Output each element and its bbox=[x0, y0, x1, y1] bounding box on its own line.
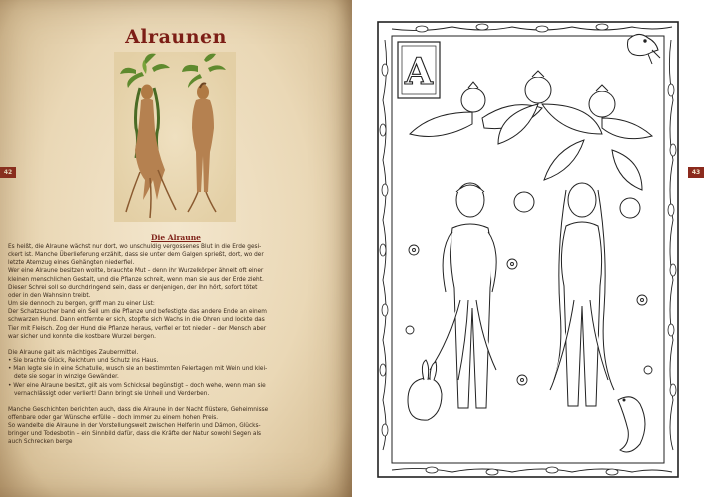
text-line: Tier mit Fleisch. Zog der Hund die Pflanze heraus, verfiel er tot nieder – der Mensch aber bbox=[8, 325, 267, 332]
text-line: offenbare oder gar Wünsche erfülle – doch immer zu einem hohen Preis. bbox=[8, 414, 219, 421]
text-line: kleinen menschlichen Gestalt, und die Pflanze schreit, wenn man sie aus der Erde zieht. bbox=[8, 276, 264, 283]
text-line: bringer und Todesbotin – ein Sinnbild dafür, dass die Kräfte der Natur sowohl Segen als bbox=[8, 431, 262, 438]
text-line: auch Schrecken berge bbox=[8, 439, 73, 446]
text-line: Der Schatzsucher band ein Seil um die Pflanze und befestigte das andere Ende an einem bbox=[8, 309, 267, 316]
paragraph-gap bbox=[8, 341, 348, 349]
page-number-left: 42 bbox=[0, 167, 16, 178]
text-line: Dieser Schrei soll so durchdringend sein, dass er denjenigen, der ihn hört, sofort tötet bbox=[8, 284, 258, 291]
lizard-drawing bbox=[618, 397, 645, 452]
rabbit-drawing bbox=[408, 360, 442, 420]
text-line: ckert ist. Manche Überlieferung erzählt, dass sie unter dem Galgen sprießt, dort, wo der bbox=[8, 252, 264, 259]
text-line: Manche Geschichten berichten auch, dass die Alraune in der Nacht flüstere, Geheimnisse bbox=[8, 406, 269, 413]
coloring-page bbox=[352, 0, 704, 497]
text-line: Es heißt, die Alraune wächst nur dort, wo unschuldig vergossenes Blut in die Erde gesi- bbox=[8, 244, 262, 250]
text-line: • Sie brachte Glück, Reichtum und Schutz ins Haus. bbox=[8, 358, 159, 365]
mandrake-illustration bbox=[114, 52, 236, 222]
text-line: dete sie sogar in winzige Gewänder. bbox=[14, 374, 119, 381]
page-number-right: 43 bbox=[688, 167, 704, 178]
bird-drawing bbox=[628, 34, 661, 64]
female-figure bbox=[550, 183, 614, 406]
initial-letter-box bbox=[398, 42, 440, 98]
text-line: • Wer eine Alraune besitzt, gilt als vom Schicksal begünstigt – doch wehe, wenn man sie bbox=[8, 382, 266, 389]
text-line: So wandelte die Alraune in der Vorstellungswelt zwischen Helferin und Dämon, Glücks- bbox=[8, 423, 261, 430]
body-text bbox=[8, 243, 348, 447]
text-line: vernachlässigt oder verliert! Dann bringt sie Unheil und Verderben. bbox=[14, 390, 210, 397]
right-page bbox=[352, 0, 704, 497]
text-line: war sicher und konnte die kostbare Wurzel bergen. bbox=[8, 333, 156, 340]
paragraph-gap bbox=[8, 398, 348, 406]
section-title: Die Alraune bbox=[151, 233, 201, 242]
text-line: Um sie dennoch zu bergen, griff man zu einer List: bbox=[8, 301, 155, 308]
text-line: oder in den Wahnsinn treibt. bbox=[8, 292, 91, 299]
mandrake-leaves bbox=[410, 104, 652, 190]
page-title: Alraunen bbox=[125, 26, 227, 48]
text-line: letzte Atemzug eines Gehängten niederfiel. bbox=[8, 260, 135, 267]
text-line: Wer eine Alraune besitzen wollte, brauchte Mut – denn ihr Wurzelkörper ähnelt oft einer bbox=[8, 268, 264, 275]
text-line: • Man legte sie in eine Schatulle, wusch sie an bestimmten Feiertagen mit Wein und klei- bbox=[8, 366, 268, 373]
pomegranates bbox=[461, 71, 640, 218]
text-line: Die Alraune galt als mächtiges Zaubermittel. bbox=[8, 349, 139, 356]
initial-letter: A bbox=[405, 51, 433, 93]
male-figure bbox=[430, 183, 496, 408]
text-line: schwarzen Hund. Dann entfernte er sich, stopfte sich Wachs in die Ohren und lockte das bbox=[8, 317, 265, 324]
